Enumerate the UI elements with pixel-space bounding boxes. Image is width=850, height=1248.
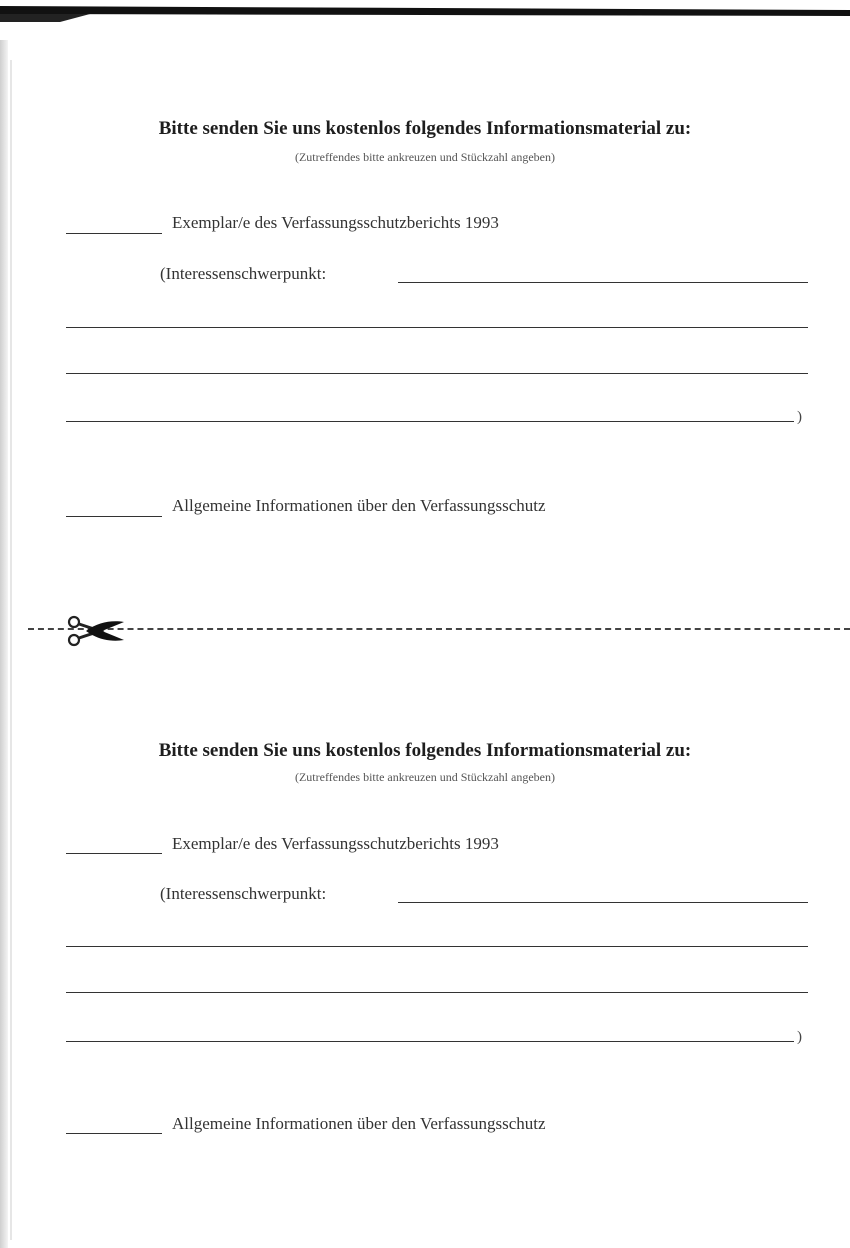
page-left-edge bbox=[0, 40, 8, 1248]
interest-input-line-2[interactable] bbox=[66, 946, 808, 947]
interest-input-line-3[interactable] bbox=[66, 373, 808, 374]
closing-paren: ) bbox=[797, 409, 802, 425]
form-instructions: (Zutreffendes bitte ankreuzen und Stückzahl angeben) bbox=[294, 150, 555, 164]
interest-input-line-1[interactable] bbox=[398, 902, 808, 903]
interest-input-line-3[interactable] bbox=[66, 992, 808, 993]
closing-paren: ) bbox=[797, 1029, 802, 1045]
interest-label: (Interessenschwerpunkt: bbox=[160, 264, 327, 283]
interest-input-line-4[interactable] bbox=[66, 421, 794, 422]
form-heading: Bitte senden Sie uns kostenlos folgendes Informationsmaterial zu: bbox=[158, 118, 692, 139]
interest-input-line-4[interactable] bbox=[66, 1041, 794, 1042]
item-general-label: Allgemeine Informationen über den Verfassungsschutz bbox=[172, 1114, 546, 1133]
interest-label: (Interessenschwerpunkt: bbox=[160, 884, 327, 903]
scissors-icon bbox=[62, 612, 132, 650]
page-left-shadow bbox=[10, 60, 12, 1240]
quantity-field-general[interactable] bbox=[66, 516, 162, 517]
quantity-field-general[interactable] bbox=[66, 1133, 162, 1134]
item-report-label: Exemplar/e des Verfassungsschutzberichts 1993 bbox=[172, 213, 499, 232]
cut-line bbox=[28, 628, 850, 630]
form-instructions: (Zutreffendes bitte ankreuzen und Stückzahl angeben) bbox=[294, 770, 555, 784]
item-report-label: Exemplar/e des Verfassungsschutzberichts 1993 bbox=[172, 834, 499, 853]
form-heading: Bitte senden Sie uns kostenlos folgendes Informationsmaterial zu: bbox=[158, 740, 692, 761]
interest-input-line-2[interactable] bbox=[66, 327, 808, 328]
interest-input-line-1[interactable] bbox=[398, 282, 808, 283]
quantity-field-report[interactable] bbox=[66, 853, 162, 854]
quantity-field-report[interactable] bbox=[66, 233, 162, 234]
page-top-edge bbox=[0, 0, 850, 22]
item-general-label: Allgemeine Informationen über den Verfassungsschutz bbox=[172, 496, 546, 515]
